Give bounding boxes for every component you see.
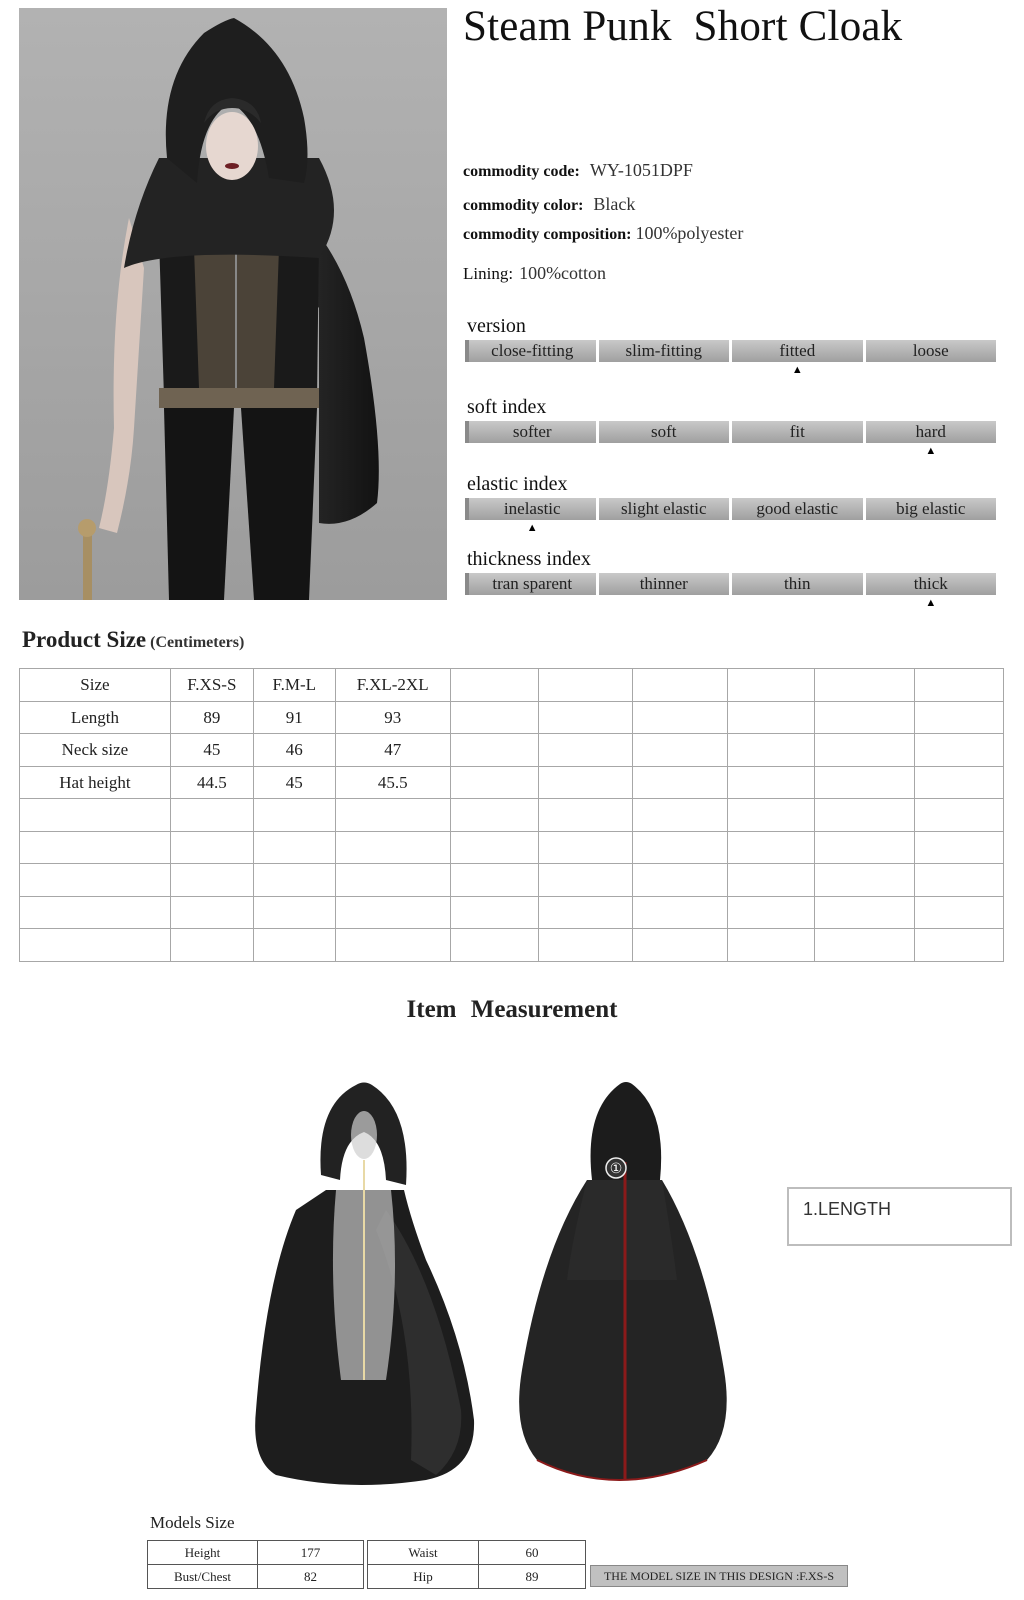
index-option <box>866 498 997 520</box>
table-cell: 47 <box>335 734 450 767</box>
table-cell <box>915 767 1004 799</box>
version-title: version <box>467 315 526 337</box>
table-row <box>148 1541 364 1565</box>
info-label: commodity code: <box>463 163 580 180</box>
product-size-unit: (Centimeters) <box>150 634 245 651</box>
table-cell: 91 <box>253 702 335 734</box>
index-option <box>866 340 997 362</box>
table-cell <box>450 897 538 929</box>
table-cell: Hat height <box>20 767 171 799</box>
table-cell <box>253 799 335 832</box>
table-row <box>20 767 1004 799</box>
table-cell: Length <box>20 702 171 734</box>
info-value: Black <box>593 194 636 214</box>
product-size-table <box>19 668 1004 962</box>
index-option <box>732 340 863 376</box>
index-option <box>599 340 730 362</box>
table-cell <box>915 799 1004 832</box>
info-code <box>463 160 693 181</box>
info-lining <box>463 263 606 284</box>
table-row <box>20 929 1004 962</box>
table-cell: 45 <box>170 734 253 767</box>
table-cell <box>538 832 633 864</box>
table-cell <box>335 897 450 929</box>
table-row <box>20 734 1004 767</box>
table-cell <box>335 832 450 864</box>
index-option-label: soft <box>651 422 677 441</box>
table-cell <box>815 864 915 897</box>
index-option <box>599 498 730 520</box>
table-cell <box>253 929 335 962</box>
table-cell <box>815 669 915 702</box>
table-cell <box>728 734 815 767</box>
cloak-back-illustration <box>512 1080 734 1500</box>
cloak-front-illustration <box>236 1080 491 1500</box>
table-cell <box>633 929 728 962</box>
table-cell <box>170 799 253 832</box>
table-cell: 46 <box>253 734 335 767</box>
table-cell <box>815 832 915 864</box>
table-cell <box>538 767 633 799</box>
table-cell <box>915 669 1004 702</box>
index-option <box>465 573 596 595</box>
index-option-label: fitted <box>779 341 816 360</box>
table-cell <box>20 832 171 864</box>
table-cell <box>728 897 815 929</box>
soft-index-bar <box>465 421 999 457</box>
table-cell: 89 <box>479 1565 586 1589</box>
table-cell <box>915 702 1004 734</box>
measurement-legend: 1.LENGTH <box>787 1187 1012 1246</box>
soft-index-title: soft index <box>467 396 547 418</box>
product-title: Steam Punk Short Cloak <box>463 3 903 50</box>
table-cell: 45 <box>253 767 335 799</box>
index-option <box>732 421 863 443</box>
index-option-label: big elastic <box>896 499 966 518</box>
table-cell <box>815 702 915 734</box>
index-option <box>465 421 596 443</box>
table-cell <box>538 734 633 767</box>
table-row <box>20 864 1004 897</box>
table-row <box>148 1565 364 1589</box>
table-cell: 45.5 <box>335 767 450 799</box>
info-label: commodity composition: <box>463 226 632 243</box>
index-option <box>599 421 730 443</box>
table-cell <box>450 767 538 799</box>
index-option-label: slight elastic <box>621 499 707 518</box>
table-cell <box>20 799 171 832</box>
table-header-cell: F.XL-2XL <box>335 669 450 702</box>
index-option <box>465 498 596 534</box>
table-cell: 93 <box>335 702 450 734</box>
model-size-note: THE MODEL SIZE IN THIS DESIGN :F.XS-S <box>590 1565 848 1587</box>
table-cell <box>633 669 728 702</box>
table-cell <box>728 832 815 864</box>
table-cell <box>170 897 253 929</box>
product-photo <box>19 8 447 600</box>
selected-marker-icon: ▲ <box>925 597 937 609</box>
table-row <box>20 832 1004 864</box>
thickness-index-bar <box>465 573 999 609</box>
table-cell <box>450 702 538 734</box>
table-cell: 44.5 <box>170 767 253 799</box>
table-cell <box>633 734 728 767</box>
model-in-cloak-illustration <box>19 8 447 600</box>
table-cell: Height <box>148 1541 258 1565</box>
index-option-label: inelastic <box>503 499 561 518</box>
table-cell <box>815 767 915 799</box>
table-header-row <box>20 669 1004 702</box>
item-measurement-title: Item Measurement <box>406 996 618 1023</box>
table-cell <box>633 832 728 864</box>
table-cell <box>335 929 450 962</box>
table-cell <box>450 799 538 832</box>
table-row <box>20 897 1004 929</box>
table-cell: Bust/Chest <box>148 1565 258 1589</box>
info-color <box>463 194 635 215</box>
table-cell <box>633 767 728 799</box>
table-cell <box>728 799 815 832</box>
table-cell: 89 <box>170 702 253 734</box>
table-cell <box>450 929 538 962</box>
table-cell <box>335 799 450 832</box>
table-cell <box>538 897 633 929</box>
table-row <box>368 1565 586 1589</box>
info-value: 100%cotton <box>519 263 607 283</box>
table-cell <box>450 669 538 702</box>
table-cell <box>20 864 171 897</box>
index-option <box>599 573 730 595</box>
table-cell <box>915 864 1004 897</box>
index-option <box>732 573 863 595</box>
table-cell <box>633 702 728 734</box>
table-cell: Neck size <box>20 734 171 767</box>
table-cell <box>253 832 335 864</box>
index-option-label: thinner <box>639 574 688 593</box>
table-cell <box>335 864 450 897</box>
table-row <box>368 1541 586 1565</box>
table-cell <box>633 864 728 897</box>
index-option-label: slim-fitting <box>625 341 703 360</box>
models-size-title: Models Size <box>150 1513 235 1532</box>
models-size-table-right <box>367 1540 586 1589</box>
index-option <box>866 421 997 457</box>
elastic-index-title: elastic index <box>467 473 568 495</box>
info-composition <box>463 223 743 244</box>
table-header-cell: Size <box>20 669 171 702</box>
table-cell: Hip <box>368 1565 479 1589</box>
table-cell <box>815 799 915 832</box>
table-cell <box>450 734 538 767</box>
table-cell <box>815 734 915 767</box>
table-cell <box>538 702 633 734</box>
table-header-cell: F.M-L <box>253 669 335 702</box>
index-option-label: hard <box>915 422 946 441</box>
table-cell <box>20 897 171 929</box>
table-cell <box>170 864 253 897</box>
selected-marker-icon: ▲ <box>526 522 538 534</box>
thickness-index-title: thickness index <box>467 548 591 570</box>
index-option-label: loose <box>912 341 949 360</box>
table-row <box>20 799 1004 832</box>
table-cell <box>633 799 728 832</box>
table-cell <box>815 929 915 962</box>
version-bar <box>465 340 999 376</box>
table-cell <box>915 734 1004 767</box>
table-cell <box>538 799 633 832</box>
table-cell <box>538 864 633 897</box>
table-cell <box>728 767 815 799</box>
index-option-label: fit <box>789 422 805 441</box>
product-size-title: Product Size <box>22 627 147 652</box>
table-cell <box>728 702 815 734</box>
index-option <box>866 573 997 609</box>
index-option <box>732 498 863 520</box>
table-cell <box>450 864 538 897</box>
table-cell <box>728 669 815 702</box>
table-cell <box>728 864 815 897</box>
elastic-index-bar <box>465 498 999 534</box>
table-cell: 82 <box>258 1565 364 1589</box>
table-cell <box>633 897 728 929</box>
selected-marker-icon: ▲ <box>791 364 803 376</box>
cloak-back-image <box>512 1080 734 1500</box>
table-cell <box>170 929 253 962</box>
table-cell <box>915 897 1004 929</box>
table-cell <box>915 832 1004 864</box>
cloak-front-image <box>236 1080 491 1500</box>
index-option-label: thick <box>913 574 948 593</box>
info-label: commodity color: <box>463 197 584 214</box>
table-cell <box>538 669 633 702</box>
info-value: WY-1051DPF <box>589 160 693 180</box>
table-cell <box>170 832 253 864</box>
length-marker: ① <box>609 1161 623 1177</box>
product-size-heading <box>22 627 244 653</box>
index-option-label: tran sparent <box>492 574 573 593</box>
table-cell <box>728 929 815 962</box>
table-row <box>20 702 1004 734</box>
info-label: Lining: <box>463 264 514 283</box>
table-cell <box>20 929 171 962</box>
table-header-cell: F.XS-S <box>170 669 253 702</box>
table-cell <box>450 832 538 864</box>
models-size-table-left <box>147 1540 364 1589</box>
table-cell: Waist <box>368 1541 479 1565</box>
index-option-label: good elastic <box>756 499 839 518</box>
index-option-label: thin <box>784 574 811 593</box>
table-cell <box>915 929 1004 962</box>
index-option-label: close-fitting <box>491 341 574 360</box>
table-cell <box>815 897 915 929</box>
index-option-label: softer <box>512 422 552 441</box>
index-option <box>465 340 596 362</box>
selected-marker-icon: ▲ <box>925 445 937 457</box>
table-cell <box>253 864 335 897</box>
info-value: 100%polyester <box>635 223 744 243</box>
table-cell: 177 <box>258 1541 364 1565</box>
table-cell <box>538 929 633 962</box>
table-cell: 60 <box>479 1541 586 1565</box>
table-cell <box>253 897 335 929</box>
